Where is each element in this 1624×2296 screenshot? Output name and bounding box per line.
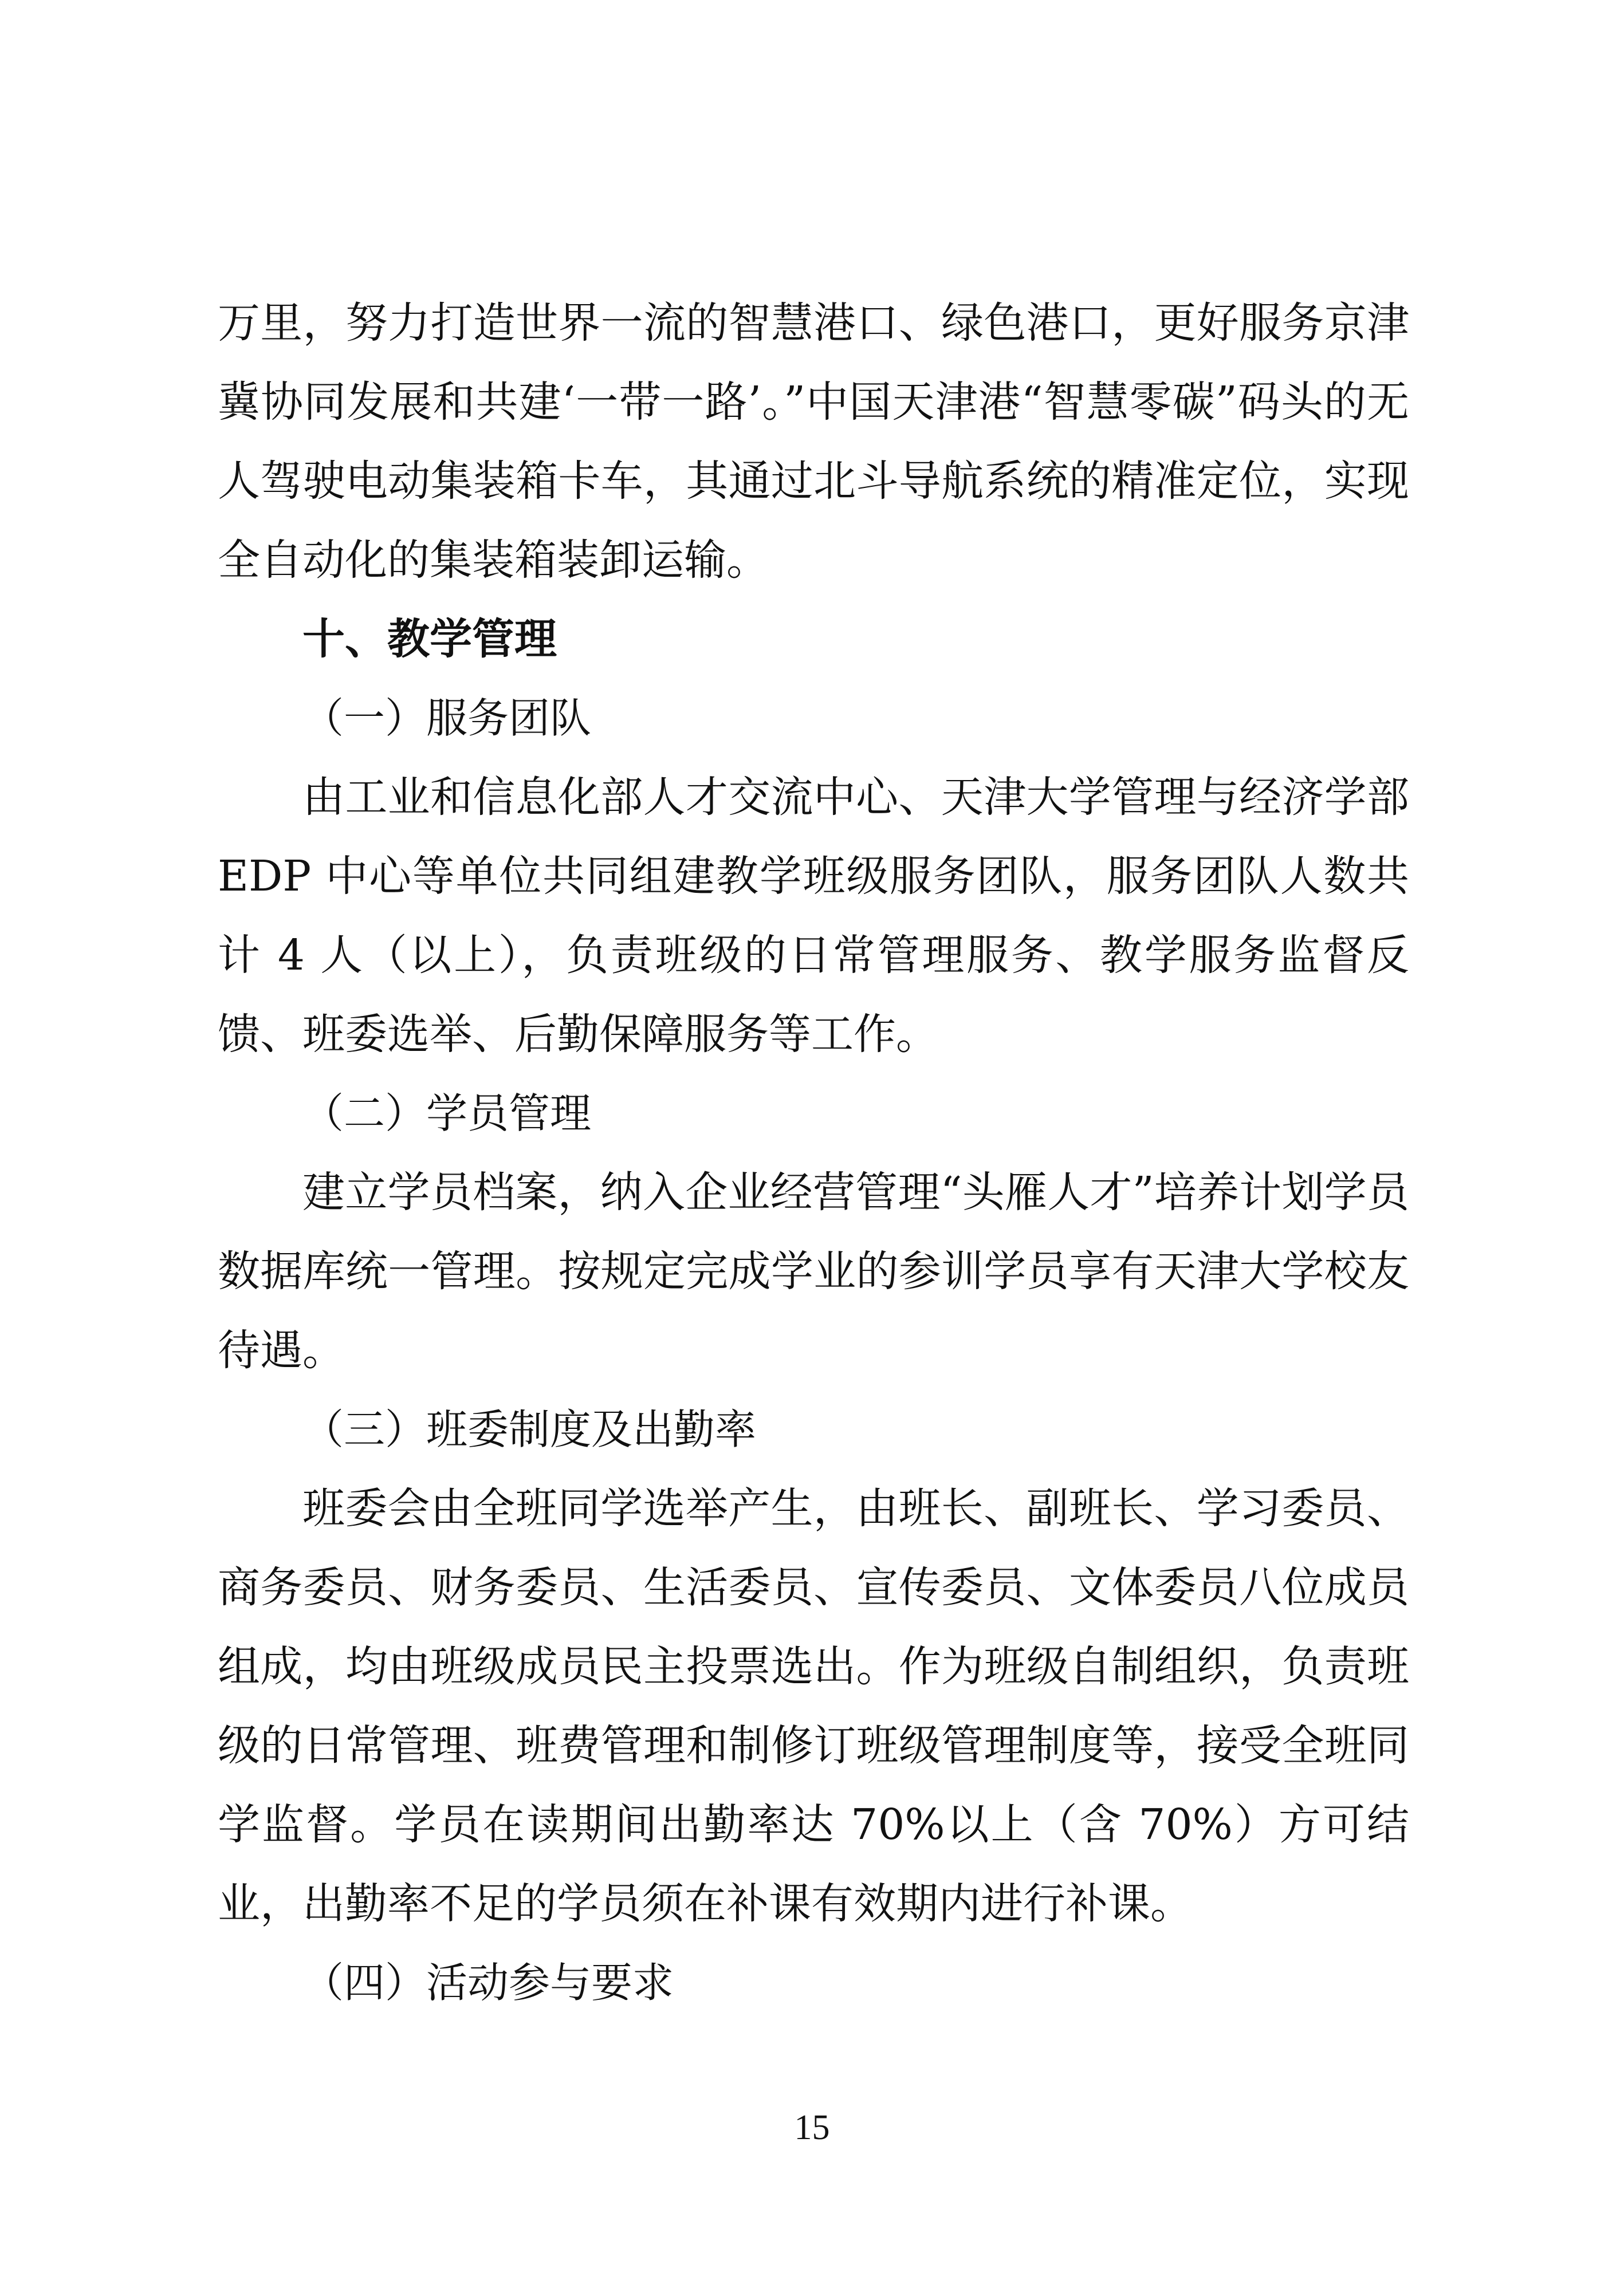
subsection-body-student-management: 建立学员档案，纳入企业经营管理“头雁人才”培养计划学员数据库统一管理。按规定完成学业的参训学员享有天津大学校友待遇。 — [218, 1168, 1409, 1375]
page-number: 15 — [794, 2108, 830, 2147]
page-content — [218, 283, 1409, 2022]
subsection-title-activity-requirements: （四）活动参与要求 — [302, 1959, 674, 2007]
section-heading: 十、教学管理 — [302, 615, 557, 664]
subsection-title-service-team: （一）服务团队 — [302, 694, 592, 742]
subsection-body-class-committee: 班委会由全班同学选举产生，由班长、副班长、学习委员、商务委员、财务委员、生活委员、宣传委员、文体委员八位成员组成，均由班级成员民主投票选出。作为班级自制组织，负责班级的日常管理、班费管理和制修订班级管理制度等，接受全班同学监督。学员在读期间出勤率达 70%以上（含 70%）方可结业，出勤率不足的学员须在补课有效期内进行补课。 — [218, 1484, 1409, 1928]
intro-paragraph: 万里，努力打造世界一流的智慧港口、绿色港口，更好服务京津冀协同发展和共建‘一带一路’。”中国天津港“智慧零碳”码头的无人驾驶电动集装箱卡车，其通过北斗导航系统的精准定位，实现全自动化的集装箱装卸运输。 — [218, 298, 1409, 585]
subsection-title-student-management: （二）学员管理 — [302, 1089, 592, 1137]
subsection-title-class-committee: （三）班委制度及出勤率 — [302, 1405, 757, 1454]
subsection-body-service-team: 由工业和信息化部人才交流中心、天津大学管理与经济学部EDP 中心等单位共同组建教学班级服务团队，服务团队人数共计 4 人（以上），负责班级的日常管理服务、教学服务监督反馈、班委选举、后勤保障服务等工作。 — [218, 773, 1409, 1059]
